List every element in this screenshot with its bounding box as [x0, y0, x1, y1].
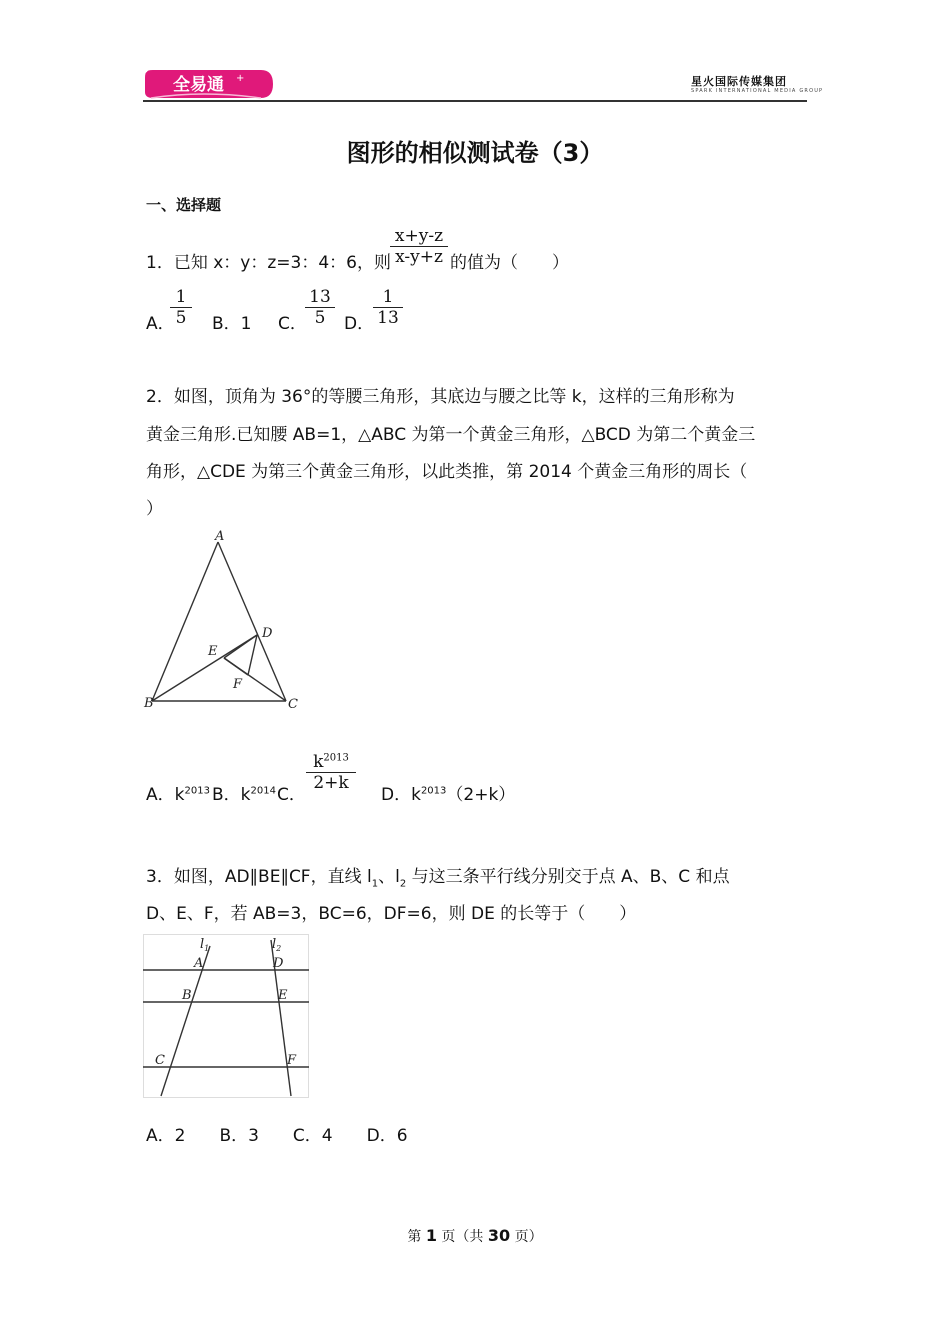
q3-line-1-mid: 、l	[378, 867, 400, 887]
q2-line-3: 角形，△CDE 为第三个黄金三角形，以此类推，第 2014 个黄金三角形的周长（	[146, 462, 748, 482]
q1-option-c-num: 13	[309, 287, 331, 307]
q3-line-1-sub2: 2	[399, 878, 407, 890]
section-heading: 一、选择题	[146, 196, 222, 214]
q1-option-c-den: 5	[314, 308, 326, 328]
q1-option-a-num: 1	[175, 287, 187, 307]
q1-option-d-den: 13	[377, 308, 399, 328]
point-label-a: A	[215, 529, 225, 544]
footer-pre: 第	[407, 1229, 426, 1245]
point-label-c: C	[155, 1053, 165, 1068]
q2-option-a-label: A．k	[146, 785, 185, 805]
footer-mid: 页（共	[436, 1229, 488, 1245]
q1-option-d-num: 1	[382, 287, 394, 307]
q2-option-b-label: B．k	[212, 785, 251, 805]
brand-logo	[143, 68, 273, 100]
q3-parallel-lines-figure	[143, 934, 309, 1098]
segment-ab	[152, 542, 218, 701]
q3-line-1-sub1: 1	[371, 878, 379, 890]
q1-option-b: B．1	[212, 314, 252, 334]
footer-page-number: 1	[425, 1226, 437, 1245]
q1-frac-den: x-y+z	[395, 247, 443, 267]
q2-option-d-label: D．k	[381, 785, 421, 805]
q3-line-2: D、E、F，若 AB=3，BC=6，DF=6，则 DE 的长等于（ ）	[146, 904, 637, 924]
point-label-e: E	[278, 988, 288, 1003]
q2-option-c-fraction	[306, 752, 356, 793]
q2-option-c-num-base: k	[313, 752, 324, 772]
q1-option-d-label: D．	[344, 314, 375, 334]
q2-option-d-sup: 2013	[420, 785, 447, 797]
sparkle-icon: +	[236, 73, 245, 84]
footer-post: 页）	[510, 1229, 543, 1245]
q2-option-b-sup: 2014	[250, 785, 276, 797]
q1-option-a-den: 5	[175, 308, 187, 328]
point-label-c: C	[288, 697, 298, 712]
q1-option-c-label: C．	[278, 314, 307, 334]
point-label-b: B	[144, 696, 154, 711]
q2-line-2: 黄金三角形.已知腰 AB=1，△ABC 为第一个黄金三角形，△BCD 为第二个黄金三	[146, 425, 756, 445]
q2-option-c-num-sup: 2013	[323, 752, 349, 764]
page-title: 图形的相似测试卷（3）	[346, 139, 604, 167]
q2-golden-triangle-figure	[140, 525, 310, 720]
point-label-f: F	[233, 677, 243, 692]
q2-line-4: ）	[146, 499, 163, 519]
q1-frac-num: x+y-z	[394, 226, 444, 246]
logo-text: 全易通	[173, 75, 224, 95]
q1-option-c-fraction	[305, 287, 335, 328]
q1-stem-before: 1．已知 x：y：z=3：4：6，则	[146, 253, 391, 273]
page-footer	[0, 1226, 950, 1246]
q3-line-1	[146, 866, 730, 895]
q2-option-c-num	[306, 752, 356, 772]
segment-ef	[224, 658, 248, 675]
q2-option-a-sup: 2013	[184, 785, 210, 797]
company-name-cn: 星火国际传媒集团	[691, 75, 787, 88]
q3-options: A．2 B．3 C．4 D．6	[146, 1126, 408, 1146]
point-label-e: E	[208, 644, 218, 659]
q2-option-b	[212, 784, 276, 806]
q1-option-d-fraction	[373, 287, 403, 328]
footer-total-pages: 30	[487, 1226, 511, 1245]
q3-line-1-post: 与这三条平行线分别交于点 A、B、C 和点	[406, 867, 730, 887]
q1-option-a-fraction	[170, 287, 192, 328]
point-label-b: B	[182, 988, 192, 1003]
q3-line-1-pre: 3．如图，AD∥BE∥CF，直线 l	[146, 867, 372, 887]
q2-line-1: 2．如图，顶角为 36°的等腰三角形，其底边与腰之比等 k，这样的三角形称为	[146, 387, 735, 407]
point-label-d: D	[262, 626, 273, 641]
q1-fraction	[390, 226, 448, 267]
point-label-d: D	[273, 956, 284, 971]
header-rule	[143, 100, 807, 102]
q1-option-a-label: A．	[146, 314, 175, 334]
q2-option-a	[146, 784, 210, 806]
q2-option-d	[381, 784, 515, 806]
company-name-en: SPARK INTERNATIONAL MEDIA GROUP	[691, 88, 824, 94]
point-label-a: A	[194, 956, 204, 971]
line-label-l2: $l_2$	[272, 937, 282, 953]
line-label-l1: $l_1$	[200, 937, 210, 953]
point-label-f: F	[287, 1053, 297, 1068]
brand-logo-shape	[143, 68, 273, 100]
q1-stem-after: 的值为（ ）	[450, 253, 569, 273]
q2-option-c-den: 2+k	[313, 773, 349, 793]
q2-option-c-label: C．	[277, 785, 306, 805]
q2-option-d-tail: （2+k）	[446, 785, 516, 805]
